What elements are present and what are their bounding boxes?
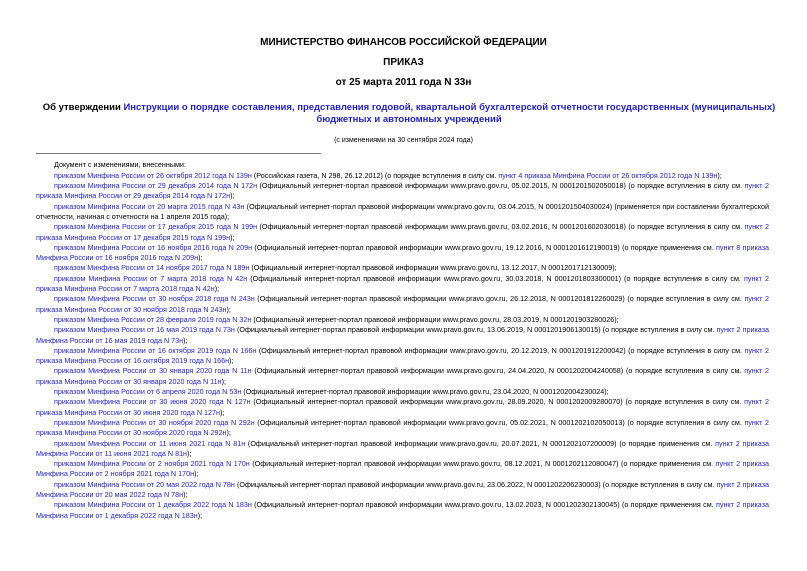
amendment-source: (Официальный интернет-портал правовой информации www.pravo.gov.ru, 26.12.2018, N 0001201812260029) (о порядке вступления в силу см. [254,294,745,304]
amendment-item [36,397,769,418]
amendment-end: ); [219,407,225,417]
amendment-ref-link[interactable]: пункт 2 приказа Минфина России от 30 января 2020 года N 11н [36,366,769,386]
amendment-source: (Официальный интернет-портал правовой информации www.pravo.gov.ru, 23.06.2022, N 0001202206230003) (о порядке вступления в силу см. [234,479,717,489]
amendment-source: (Официальный интернет-портал правовой информации www.pravo.gov.ru, 03.04.2015, N 0001201504030024) (применяется при составлении бухгалтерской отчетности, начиная с отчетности на 1 апреля 2015 года); [36,201,770,221]
amendment-item [36,274,769,295]
amendment-ref-link[interactable]: пункт 2 приказа Минфина России от 30 июня 2020 года N 127н [36,397,769,417]
amendment-item [36,243,769,264]
amendment-ref-link[interactable]: пункт 8 приказа Минфина России от 16 ноября 2016 года N 209н [36,242,769,263]
amendment-order-link[interactable]: приказом Минфина России от 30 ноября 2018 года N 243н [54,294,255,304]
amendment-end: ); [230,232,235,242]
amendment-source: (Официальный интернет-портал правовой информации www.pravo.gov.ru, 13.06.2019, N 0001201906130015) (о порядке вступления в силу см. [234,325,717,335]
amendment-ref-link[interactable]: пункт 2 приказа Минфина России от 17 декабря 2015 года N 199н [36,222,769,242]
doc-type-heading: ПРИКАЗ [383,57,424,68]
amendment-ref-link[interactable]: пункт 2 приказа Минфина России от 7 марта 2018 года N 42н [36,273,770,294]
amendment-end: ); [229,356,234,366]
amendment-source: (Официальный интернет-портал правовой информации www.pravo.gov.ru, 13.02.2023, N 0001202302130045) (о порядке применения см. [251,500,716,510]
amendment-item [36,325,769,346]
amendment-order-link[interactable]: приказом Минфина России от 30 ноября 2020 года N 292н [54,417,255,427]
amendment-end: ); [183,490,188,499]
amendment-ref-link[interactable]: пункт 2 приказа Минфина России от 16 мая 2019 года N 73н [36,325,770,345]
amendment-source: (Официальный интернет-портал правовой информации www.pravo.gov.ru, 28.03.2019, N 0001201903280026); [251,314,619,324]
amendment-order-link[interactable]: приказом Минфина России от 28 февраля 2019 года N 32н [54,314,252,324]
amendment-ref-link[interactable]: пункт 2 приказа Минфина России от 16 октября 2019 года N 166н [36,345,770,366]
amendment-end: ); [197,510,203,520]
amendment-order-link[interactable]: приказом Минфина России от 1 декабря 2022 года N 183н [54,500,252,510]
amendments-list [36,160,769,521]
amendment-source: (Официальный интернет-портал правовой информации www.pravo.gov.ru, 19.12.2016, N 0001201612190019) (о порядке применения см. [252,242,716,252]
amendment-item [36,181,769,202]
amendment-order-link[interactable]: приказом Минфина России от 30 июня 2020 года N 127н [54,397,251,407]
amendment-source: (Официальный интернет-портал правовой информации www.pravo.gov.ru, 24.04.2020, N 0001202004240058) (о порядке вступления в силу см. [251,366,745,376]
amendment-source: (Официальный интернет-портал правовой информации www.pravo.gov.ru, 30.03.2018, N 0001201803300001) (о порядке вступления в силу см. [247,273,744,283]
amendment-item [36,294,769,315]
amendment-item [36,387,769,397]
amendment-order-link[interactable]: приказом Минфина России от 11 июня 2021 года N 81н [54,438,246,448]
amendment-end: ); [187,448,192,458]
amendment-order-link[interactable]: приказом Минфина России от 30 января 2020 года N 11н [54,366,252,376]
amendment-item [36,346,769,367]
amendment-end: ); [214,284,220,294]
amendment-order-link[interactable]: приказом Минфина России от 2 ноября 2021 года N 170н [54,459,250,469]
amendment-item [36,366,769,387]
amendment-order-link[interactable]: приказом Минфина России от 20 марта 2015 года N 43н [54,201,245,211]
amendment-source: (Официальный интернет-портал правовой информации www.pravo.gov.ru, 05.02.2015, N 0001201502050018) (о порядке вступления в силу см. [257,181,745,191]
amendment-ref-link[interactable]: пункт 2 приказа Минфина России от 20 мая 2022 года N 78н [36,479,770,499]
amendment-source: (Официальный интернет-портал правовой информации www.pravo.gov.ru, 08.12.2021, N 0001202112080047) (о порядке применения см. [249,459,716,469]
amendment-item [36,418,769,439]
amendment-order-link[interactable]: приказом Минфина России от 26 октября 2012 года N 139н [54,170,252,180]
amendment-end: ); [194,469,199,479]
amendment-order-link[interactable]: приказом Минфина России от 16 октября 2019 года N 166н [54,345,257,355]
amendment-ref-link[interactable]: пункт 2 приказа Минфина России от 11 июня 2021 года N 81н [36,438,769,458]
amendment-order-link[interactable]: приказом Минфина России от 20 мая 2022 года N 78н [54,479,235,489]
amendment-item [36,171,769,181]
divider [36,153,321,154]
amendment-source: (Российская газета, N 298, 26.12.2012) (о порядке вступления в силу см. [251,170,499,180]
amendments-intro: Документ с изменениями, внесенными: [54,160,186,169]
amendment-end: ); [230,191,235,201]
amendment-source: (Официальный интернет-портал правовой информации www.pravo.gov.ru, 03.02.2016, N 0001201602030018) (о порядке вступления в силу см. [257,222,745,232]
amendment-source: (Официальный интернет-портал правовой информации www.pravo.gov.ru, 20.12.2019, N 0001201912200042) (о порядке вступления в силу см. [256,345,745,355]
amendment-end: ); [226,304,231,314]
amendment-end: ); [198,253,203,263]
amendment-item [36,202,769,223]
amendment-source: (Официальный интернет-портал правовой информации www.pravo.gov.ru, 13.12.2017, N 0001201712130009); [249,263,617,273]
amendment-ref-link[interactable]: пункт 2 приказа Минфина России от 29 декабря 2014 года N 172н [36,181,769,201]
amendment-item [36,222,769,243]
amendment-end: ); [183,335,188,345]
title-prefix: Об утверждении [42,102,124,113]
doc-date-number: от 25 марта 2011 года N 33н [335,77,472,88]
amendment-order-link[interactable]: приказом Минфина России от 14 ноября 2017 года N 189н [54,263,250,273]
changes-note: (с изменениями на 30 сентября 2024 года) [334,137,473,144]
amendment-order-link[interactable]: приказом Минфина России от 17 декабря 2015 года N 199н [54,222,258,232]
amendment-item [36,480,769,501]
amendment-order-link[interactable]: приказом Минфина России от 29 декабря 2014 года N 172н [54,181,258,191]
ministry-heading: МИНИСТЕРСТВО ФИНАНСОВ РОССИЙСКОЙ ФЕДЕРАЦИИ [260,37,547,48]
amendment-item [36,263,769,273]
document-title [40,102,778,126]
amendment-item [36,439,769,460]
amendment-order-link[interactable]: приказом Минфина России от 16 ноября 2016 года N 209н [54,242,253,252]
amendment-end: ); [221,376,226,386]
amendment-source: (Официальный интернет-портал правовой информации www.pravo.gov.ru, 05.02.2021, N 0001202102050013) (о порядке вступления в силу см. [254,417,745,427]
amendment-ref-link[interactable]: пункт 2 приказа Минфина России от 2 ноября 2021 года N 170н [36,459,769,479]
amendment-item [36,500,769,521]
amendment-end: ); [717,170,722,180]
amendment-end: ); [226,428,231,438]
amendment-ref-link[interactable]: пункт 2 приказа Минфина России от 30 ноября 2020 года N 292н [36,417,770,438]
amendment-order-link[interactable]: приказом Минфина России от 6 апреля 2020 года N 53н [54,387,242,397]
instruction-link[interactable]: Инструкции о порядке составления, представления годовой, квартальной бухгалтерской отчетности государственных (муниципальных) бюджетных и автономных учреждений [123,102,776,125]
amendment-order-link[interactable]: приказом Минфина России от 7 марта 2018 года N 42н [54,273,248,283]
amendment-ref-link[interactable]: пункт 2 приказа Минфина России от 30 ноября 2018 года N 243н [36,294,770,314]
amendment-source: (Официальный интернет-портал правовой информации www.pravo.gov.ru, 28.09.2020, N 0001202009280070) (о порядке вступления в силу см. [250,397,745,407]
amendment-source: (Официальный интернет-портал правовой информации www.pravo.gov.ru, 20.07.2021, N 0001202107200009) (о порядке применения см. [245,438,716,448]
amendment-order-link[interactable]: приказом Минфина России от 16 мая 2019 года N 73н [54,325,235,335]
amendment-item [36,459,769,480]
amendment-ref-link[interactable]: пункт 2 приказа Минфина России от 1 декабря 2022 года N 183н [36,500,769,520]
amendment-ref-link[interactable]: пункт 4 приказа Минфина России от 26 октября 2012 года N 139н [498,170,718,180]
amendment-source: (Официальный интернет-портал правовой информации www.pravo.gov.ru, 23.04.2020, N 0001202004230024); [241,387,609,397]
amendment-item [36,315,769,325]
